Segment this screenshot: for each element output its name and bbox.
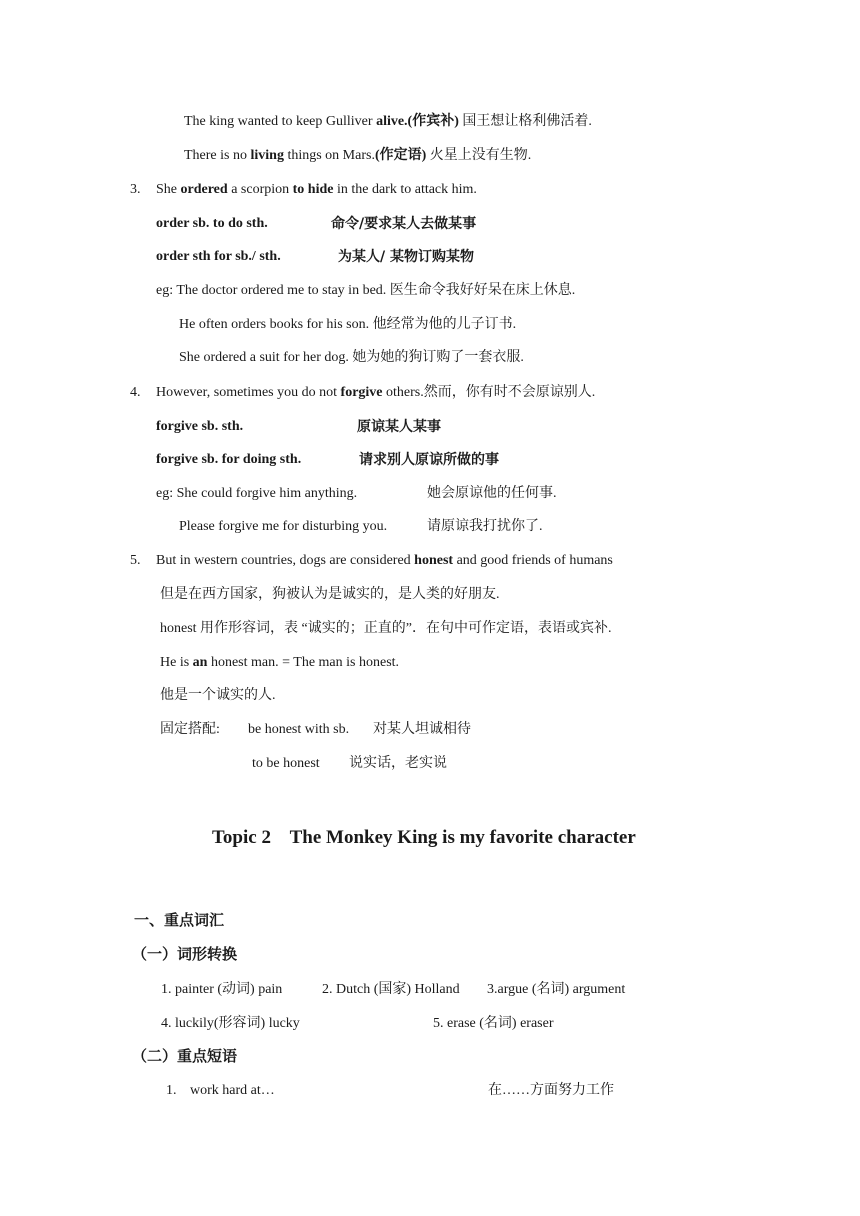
topic-title: Topic 2 The Monkey King is my favorite character — [212, 827, 636, 848]
key-phrase-meaning: 在……方面努力工作 — [488, 1083, 614, 1098]
phrase-meaning: 为某人/ 某物订购某物 — [338, 249, 474, 265]
word-form-item: 4. luckily(形容词) lucky — [161, 1016, 300, 1031]
item-sentence: She ordered a scorpion to hide in the dark to attack him. — [156, 182, 477, 197]
item-number: 5. — [130, 553, 141, 568]
translation-line: 他是一个诚实的人. — [160, 688, 276, 703]
phrase: order sth for sb./ sth. — [156, 249, 281, 264]
example-translation: 她会原谅他的任何事. — [427, 486, 557, 501]
word-form-item: 2. Dutch (国家) Holland — [322, 982, 460, 997]
example-line-alive: The king wanted to keep Gulliver alive.(作宾补) 国王想让格利佛活着. — [184, 114, 592, 129]
example-sentence: eg: She could forgive him anything. — [156, 486, 358, 501]
collocation-phrase: to be honest — [252, 756, 320, 771]
collocation-meaning: 对某人坦诚相待 — [373, 722, 471, 737]
bold-word: ordered — [180, 182, 228, 197]
example-sentence: She ordered a suit for her dog. 她为她的狗订购了一套衣服. — [179, 350, 524, 365]
example-sentence: He is an honest man. = The man is honest. — [160, 655, 400, 670]
example-sentence: eg: The doctor ordered me to stay in bed. 医生命令我好好呆在床上休息. — [156, 283, 576, 298]
subsection-heading: （一）词形转换 — [132, 945, 238, 963]
key-phrase: work hard at… — [190, 1083, 275, 1098]
bold-word: honest — [414, 553, 454, 568]
phrase-number: 1. — [166, 1083, 177, 1098]
bold-word: alive.(作宾补) — [376, 114, 459, 129]
translation-line: 但是在西方国家，狗被认为是诚实的，是人类的好朋友. — [160, 587, 500, 602]
example-translation: 请原谅我打扰你了. — [427, 519, 543, 534]
bold-word: living — [250, 148, 284, 163]
item-sentence: But in western countries, dogs are considered honest and good friends of humans — [156, 553, 613, 568]
example-sentence: Please forgive me for disturbing you. — [179, 519, 388, 534]
phrase: forgive sb. for doing sth. — [156, 452, 302, 467]
word-form-item: 5. erase (名词) eraser — [433, 1016, 554, 1031]
example-line-living: There is no living things on Mars.(作定语) 火星上没有生物. — [184, 148, 532, 163]
collocation-phrase: be honest with sb. — [248, 722, 350, 737]
bold-note: (作定语) — [374, 148, 427, 163]
bold-word: an — [192, 655, 208, 670]
fixed-collocation-label: 固定搭配: — [160, 722, 220, 737]
phrase-meaning: 请求别人原谅所做的事 — [359, 452, 499, 468]
collocation-meaning: 说实话，老实说 — [349, 756, 447, 771]
word-form-item: 1. painter (动词) pain — [161, 982, 283, 997]
example-sentence: He often orders books for his son. 他经常为他的儿子订书. — [179, 317, 517, 332]
phrase-meaning: 原谅某人某事 — [357, 419, 441, 435]
item-number: 4. — [130, 385, 141, 400]
item-sentence: However, sometimes you do not forgive others.然而，你有时不会原谅别人. — [156, 385, 596, 400]
section-heading: 一、重点词汇 — [134, 911, 225, 929]
bold-word: to hide — [292, 182, 334, 197]
bold-word: forgive — [340, 385, 383, 400]
phrase-meaning: 命令/要求某人去做某事 — [331, 216, 477, 232]
explanation-line: honest 用作形容词，表 “诚实的；正直的”．在句中可作定语，表语或宾补. — [160, 621, 612, 636]
subsection-heading: （二）重点短语 — [132, 1047, 238, 1065]
phrase: order sb. to do sth. — [156, 216, 268, 231]
item-number: 3. — [130, 182, 141, 197]
word-form-item: 3.argue (名词) argument — [487, 982, 626, 997]
phrase: forgive sb. sth. — [156, 419, 244, 434]
